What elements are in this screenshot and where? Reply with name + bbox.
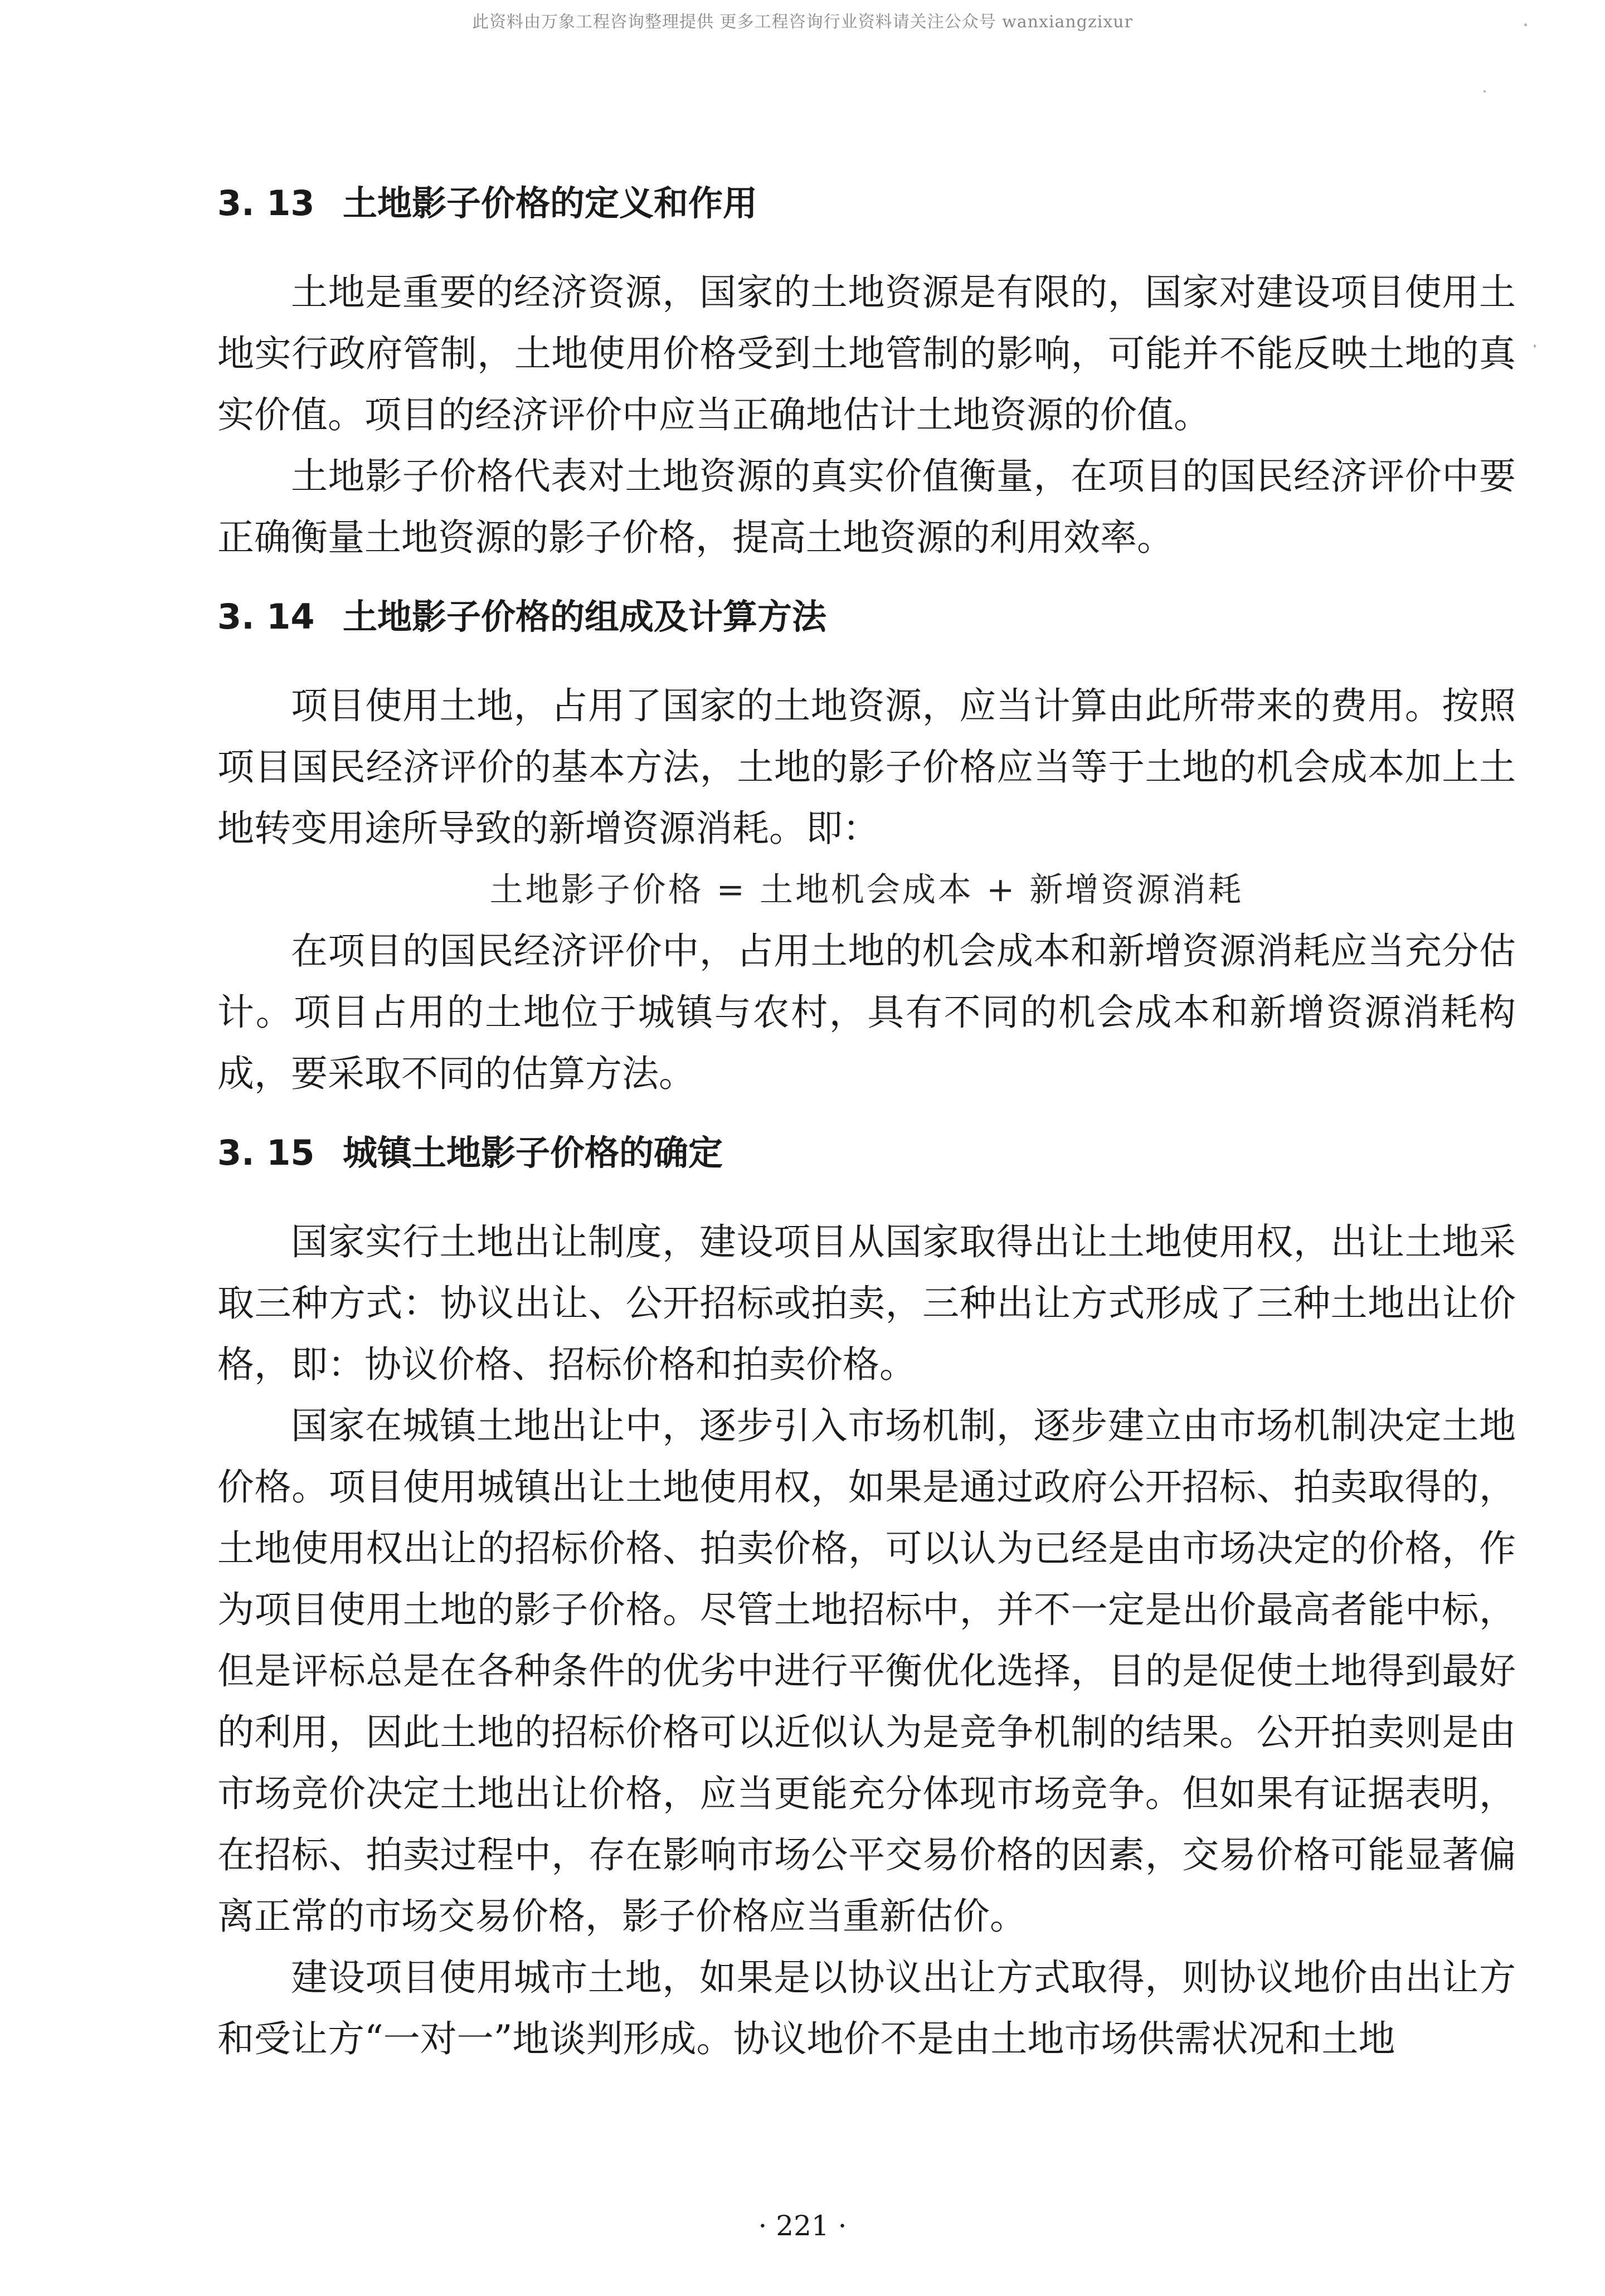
paragraph: 国家实行土地出让制度，建设项目从国家取得出让土地使用权，出让土地采取三种方式：协议出让、公开招标或拍卖，三种出让方式形成了三种土地出让价格，即：协议价格、招标价格和拍卖价格。 [217, 1220, 1516, 1386]
formula: 土地影子价格 = 土地机会成本 + 新增资源消耗 [489, 870, 1244, 909]
scan-speck [1484, 90, 1486, 93]
section-heading-3-14 [217, 592, 1516, 642]
scan-speck [1524, 23, 1527, 26]
scan-speck [1534, 344, 1536, 348]
watermark-header: 此资料由万象工程咨询整理提供 更多工程咨询行业资料请关注公众号 wanxiangzixur [472, 12, 1133, 32]
paragraph: 土地影子价格代表对土地资源的真实价值衡量，在项目的国民经济评价中要正确衡量土地资源的影子价格，提高土地资源的利用效率。 [217, 455, 1516, 559]
section-title: 土地影子价格的定义和作用 [343, 183, 758, 223]
paragraph: 建设项目使用城市土地，如果是以协议出让方式取得，则协议地价由出让方和受让方“一对一”地谈判形成。协议地价不是由土地市场供需状况和土地 [217, 1956, 1516, 2060]
paragraph: 项目使用土地，占用了国家的土地资源，应当计算由此所带来的费用。按照项目国民经济评价的基本方法，土地的影子价格应当等于土地的机会成本加上土地转变用途所导致的新增资源消耗。即： [217, 684, 1516, 850]
section-title: 土地影子价格的组成及计算方法 [343, 596, 827, 637]
section-number: 3. 14 [217, 596, 315, 637]
paragraph: 在项目的国民经济评价中，占用土地的机会成本和新增资源消耗应当充分估计。项目占用的土地位于城镇与农村，具有不同的机会成本和新增资源消耗构成，要采取不同的估算方法。 [217, 930, 1516, 1095]
paragraph: 土地是重要的经济资源，国家的土地资源是有限的，国家对建设项目使用土地实行政府管制，土地使用价格受到土地管制的影响，可能并不能反映土地的真实价值。项目的经济评价中应当正确地估计土地资源的价值。 [217, 271, 1516, 436]
section-heading-3-15 [217, 1128, 1516, 1178]
paragraph: 国家在城镇土地出让中，逐步引入市场机制，逐步建立由市场机制决定土地价格。项目使用城镇出让土地使用权，如果是通过政府公开招标、拍卖取得的，土地使用权出让的招标价格、拍卖价格，可以认为已经是由市场决定的价格，作为项目使用土地的影子价格。尽管土地招标中，并不一定是出价最高者能中标，但是评标总是在各种条件的优劣中进行平衡优化选择，目的是促使土地得到最好的利用，因此土地的招标价格可以近似认为是竞争机制的结果。公开拍卖则是由市场竞价决定土地出让价格，应当更能充分体现市场竞争。但如果有证据表明，在招标、拍卖过程中，存在影响市场公平交易价格的因素，交易价格可能显著偏离正常的市场交易价格，影子价格应当重新估价。 [217, 1404, 1516, 1938]
section-title: 城镇土地影子价格的确定 [343, 1132, 723, 1173]
page-number: · 221 · [758, 2210, 847, 2242]
section-number: 3. 15 [217, 1132, 315, 1173]
section-number: 3. 13 [217, 183, 315, 223]
page-content [217, 178, 1516, 2070]
section-heading-3-13 [217, 178, 1516, 228]
